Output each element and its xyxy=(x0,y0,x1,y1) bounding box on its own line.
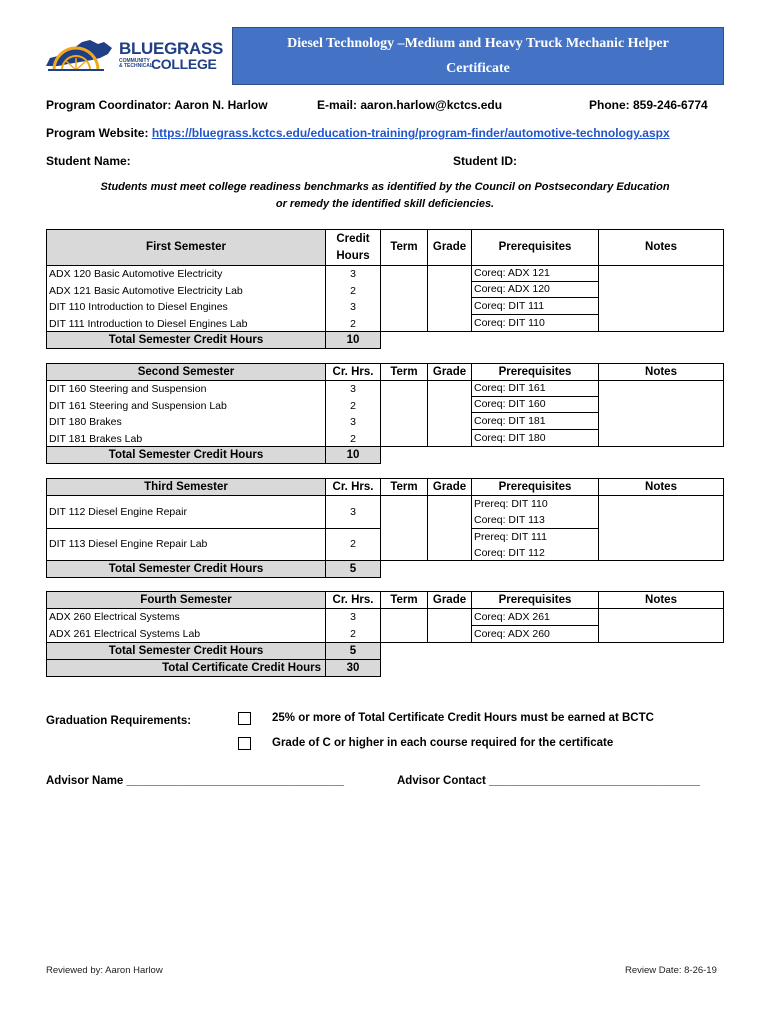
course-hours: 2 xyxy=(350,432,356,445)
course-hours: 2 xyxy=(350,317,356,330)
course-name: DIT 181 Brakes Lab xyxy=(49,432,143,445)
course-hours: 3 xyxy=(350,416,356,428)
certificate-total: 30 xyxy=(325,659,381,677)
course-hours: 3 xyxy=(350,301,356,313)
student-id-label: Student ID: xyxy=(453,154,517,168)
course-hours: 2 xyxy=(325,528,381,561)
logo-wordmark-top: BLUEGRASS xyxy=(119,39,224,58)
semester-title: First Semester xyxy=(46,229,326,266)
hours-header: Cr. Hrs. xyxy=(325,478,381,496)
course-name: ADX 121 Basic Automotive Electricity Lab xyxy=(49,284,243,297)
grade-field[interactable] xyxy=(427,265,472,332)
course-name: DIT 160 Steering and Suspension xyxy=(49,383,207,395)
semester-title: Second Semester xyxy=(46,363,326,381)
hours-column xyxy=(325,380,381,447)
readiness-note: Students must meet college readiness benchmarks as identified by the Council on Postsecondary Education or remedy the identified skill deficiencies. xyxy=(100,181,670,210)
certificate-total-label: Total Certificate Credit Hours xyxy=(46,659,326,677)
course-hours: 2 xyxy=(350,284,356,297)
semester-title: Third Semester xyxy=(46,478,326,496)
course-hours: 2 xyxy=(350,399,356,412)
term-field[interactable] xyxy=(380,380,428,447)
title-banner xyxy=(232,27,724,85)
graduation-label: Graduation Requirements: xyxy=(46,715,192,727)
semester-total: 10 xyxy=(325,446,381,464)
grade-header: Grade xyxy=(427,591,472,609)
semester-total-label: Total Semester Credit Hours xyxy=(46,560,326,578)
prereq-cell: Coreq: DIT 180 xyxy=(471,429,599,447)
prereq-cell: Coreq: DIT 160 xyxy=(471,396,599,413)
term-header: Term xyxy=(380,591,428,609)
prereq-cell: Coreq: DIT 161 xyxy=(471,380,599,397)
course-hours: 3 xyxy=(350,383,356,395)
grade-field[interactable] xyxy=(427,380,472,447)
course-name: DIT 111 Introduction to Diesel Engines Lab xyxy=(49,317,248,330)
course-name: ADX 260 Electrical Systems xyxy=(49,611,180,623)
reviewed-by: Reviewed by: Aaron Harlow xyxy=(46,965,163,976)
prereq-cell: Coreq: ADX 261 xyxy=(471,608,599,626)
grade-header: Grade xyxy=(427,363,472,381)
prereq-cell: Coreq: ADX 121 xyxy=(471,265,599,282)
prereq-cell: Coreq: DIT 181 xyxy=(471,412,599,430)
requirement-text: 25% or more of Total Certificate Credit Hours must be earned at BCTC xyxy=(272,712,654,724)
program-website xyxy=(46,126,670,140)
requirement-checkbox[interactable] xyxy=(238,712,251,725)
notes-header: Notes xyxy=(598,229,724,266)
kentucky-map-icon xyxy=(44,36,116,74)
prereq-cell: Coreq: DIT 110 xyxy=(471,314,599,332)
grade-header: Grade xyxy=(427,478,472,496)
advisor-name-field[interactable]: Advisor Name __________________________________ xyxy=(46,775,344,787)
notes-header: Notes xyxy=(598,363,724,381)
course-name: DIT 112 Diesel Engine Repair xyxy=(46,495,326,529)
coordinator-phone: Phone: 859-246-6774 xyxy=(589,98,708,112)
prereq-cell: Coreq: DIT 111 xyxy=(471,297,599,315)
course-hours: 3 xyxy=(350,268,356,280)
requirement-text: Grade of C or higher in each course required for the certificate xyxy=(272,737,614,749)
prereq-cell: Coreq: ADX 120 xyxy=(471,281,599,298)
course-hours: 3 xyxy=(350,611,356,623)
student-name-label: Student Name: xyxy=(46,154,131,168)
course-list xyxy=(46,265,326,332)
course-name: ADX 261 Electrical Systems Lab xyxy=(49,627,201,640)
program-subtitle: Certificate xyxy=(446,61,510,76)
coordinator-email: E-mail: aaron.harlow@kctcs.edu xyxy=(317,98,503,112)
term-header: Term xyxy=(380,478,428,496)
course-name: DIT 180 Brakes xyxy=(49,416,122,428)
course-name: ADX 120 Basic Automotive Electricity xyxy=(49,268,223,280)
course-name: DIT 110 Introduction to Diesel Engines xyxy=(49,301,228,313)
notes-header: Notes xyxy=(598,591,724,609)
website-link[interactable]: https://bluegrass.kctcs.edu/education-training/program-finder/automotive-technology.aspx xyxy=(151,126,670,140)
notes-header: Notes xyxy=(598,478,724,496)
logo-wordmark-bottom: COLLEGE xyxy=(151,56,217,72)
semester-total: 5 xyxy=(325,642,381,660)
website-label: Program Website: xyxy=(46,126,149,140)
course-hours: 2 xyxy=(350,627,356,640)
hours-header: Credit Hours xyxy=(325,229,381,266)
grade-header: Grade xyxy=(427,229,472,266)
notes-field[interactable] xyxy=(598,265,724,332)
semester-total-label: Total Semester Credit Hours xyxy=(46,642,326,660)
prereq-header: Prerequisites xyxy=(471,363,599,381)
grade-field[interactable] xyxy=(427,608,472,643)
term-header: Term xyxy=(380,363,428,381)
hours-header: Cr. Hrs. xyxy=(325,591,381,609)
prereq-cell: Prereq: DIT 110 Coreq: DIT 113 xyxy=(471,495,599,529)
course-hours: 3 xyxy=(325,495,381,529)
requirement-checkbox[interactable] xyxy=(238,737,251,750)
term-field[interactable] xyxy=(380,608,428,643)
semester-total-label: Total Semester Credit Hours xyxy=(46,331,326,349)
term-header: Term xyxy=(380,229,428,266)
prereq-cell: Prereq: DIT 111 Coreq: DIT 112 xyxy=(471,528,599,561)
program-title: Diesel Technology –Medium and Heavy Truck Mechanic Helper xyxy=(287,36,669,51)
notes-field[interactable] xyxy=(598,495,724,561)
term-field[interactable] xyxy=(380,495,428,561)
advisor-contact-field[interactable]: Advisor Contact _________________________________ xyxy=(397,775,701,787)
course-list xyxy=(46,380,326,447)
semester-total-label: Total Semester Credit Hours xyxy=(46,446,326,464)
logo-wordmark-small: COMMUNITY & TECHNICAL xyxy=(119,58,153,69)
prereq-header: Prerequisites xyxy=(471,229,599,266)
prereq-header: Prerequisites xyxy=(471,591,599,609)
hours-column xyxy=(325,608,381,643)
semester-total: 10 xyxy=(325,331,381,349)
notes-field[interactable] xyxy=(598,608,724,643)
grade-field[interactable] xyxy=(427,495,472,561)
course-name: DIT 113 Diesel Engine Repair Lab xyxy=(46,528,326,561)
prereq-cell: Coreq: ADX 260 xyxy=(471,625,599,643)
semester-total: 5 xyxy=(325,560,381,578)
college-logo xyxy=(44,36,224,76)
notes-field[interactable] xyxy=(598,380,724,447)
prereq-header: Prerequisites xyxy=(471,478,599,496)
hours-column xyxy=(325,265,381,332)
hours-header: Cr. Hrs. xyxy=(325,363,381,381)
program-coordinator: Program Coordinator: Aaron N. Harlow xyxy=(46,98,268,112)
course-name: DIT 161 Steering and Suspension Lab xyxy=(49,399,227,412)
semester-title: Fourth Semester xyxy=(46,591,326,609)
review-date: Review Date: 8-26-19 xyxy=(625,965,717,976)
course-list xyxy=(46,608,326,643)
term-field[interactable] xyxy=(380,265,428,332)
